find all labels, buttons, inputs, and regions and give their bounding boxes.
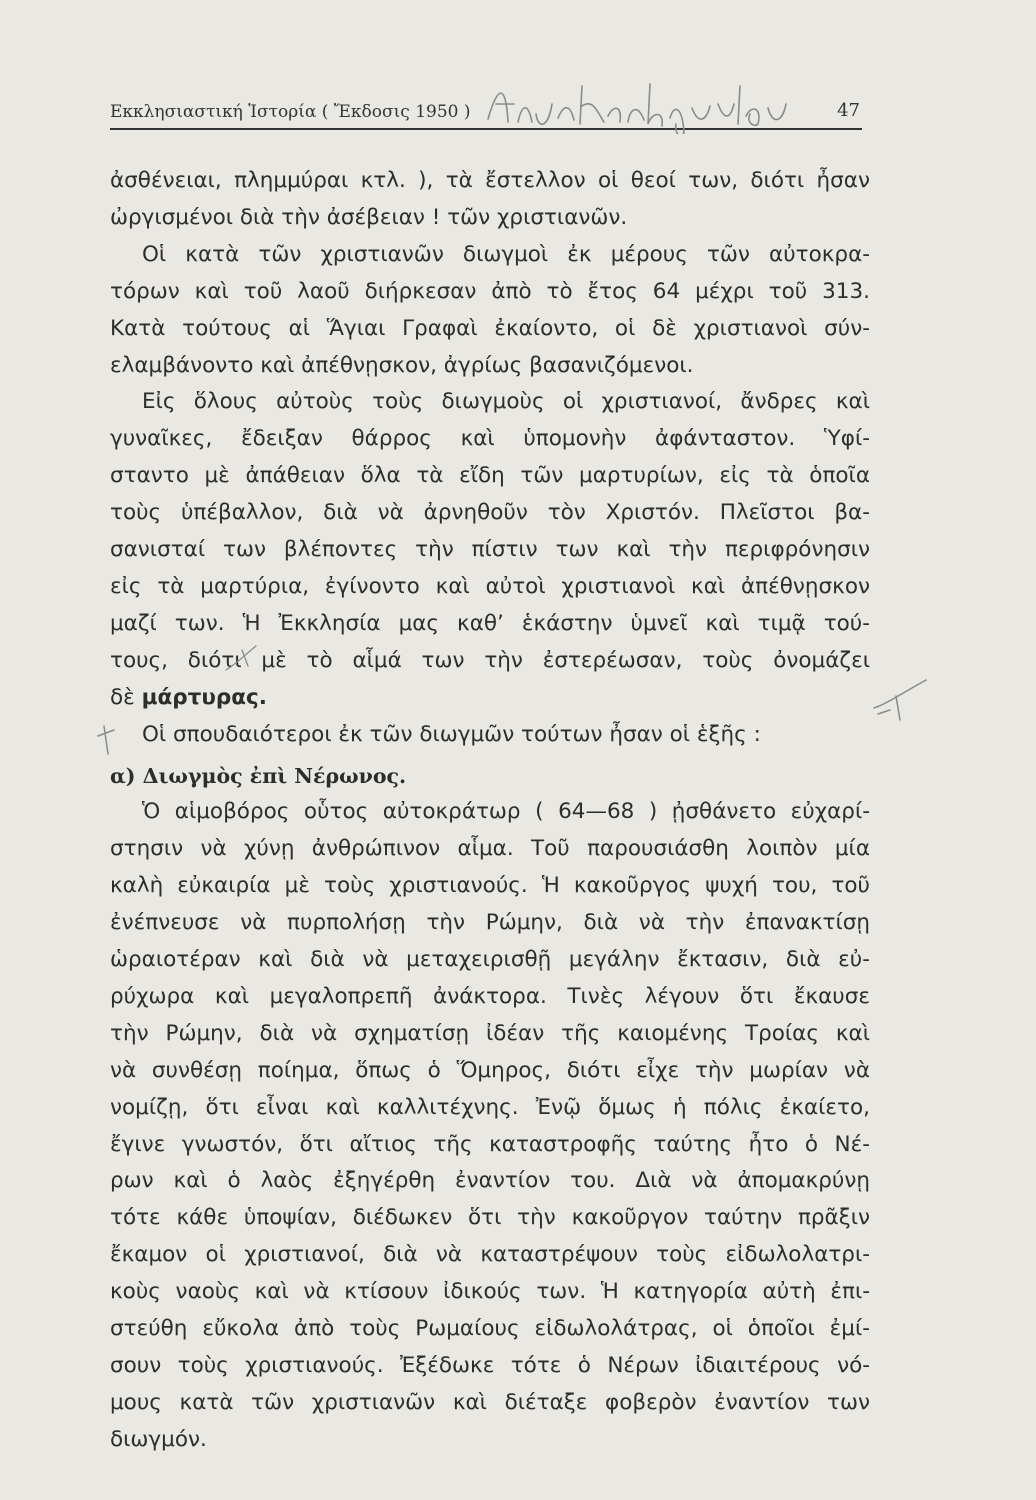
paragraph-2-line-1: [110, 237, 870, 274]
handwritten-signature: [478, 74, 848, 134]
text-line: ἔκαμον οἱ χριστιανοί, διὰ νὰ καταστρέψουν τοὺς εἰδωλολατρι-: [110, 1242, 870, 1268]
text-line: στησιν νὰ χύνῃ ἀνθρώπινον αἷμα. Τοῦ παρουσιάσθη λοιπὸν μία: [110, 836, 870, 862]
text-line: τότε κάθε ὑποψίαν, διέδωκεν ὅτι τὴν κακοῦργον ταύτην πρᾶξιν: [110, 1205, 870, 1231]
text-line: Κατὰ τούτους αἱ Ἅγιαι Γραφαὶ ἐκαίοντο, οἱ δὲ χριστιανοὶ σύν-: [110, 315, 870, 341]
text-line: μους κατὰ τῶν χριστιανῶν καὶ διέταξε φοβερὸν ἐναντίον των: [110, 1389, 870, 1415]
page-number: 47: [837, 100, 860, 121]
nero-line-6: [110, 979, 870, 1016]
paragraph-4-line-1: [110, 717, 870, 754]
nero-line-12: [110, 1200, 870, 1237]
paragraph-2-line-3: [110, 311, 870, 348]
text-line: καλὴ εὐκαιρία μὲ τοὺς χριστιανούς. Ἡ κακοῦργος ψυχή του, τοῦ: [110, 873, 870, 899]
paragraph-2-line-4: [110, 348, 870, 385]
paragraph-3-line-3: [110, 458, 870, 495]
text-line: τόρων καὶ τοῦ λαοῦ διήρκεσαν ἀπὸ τὸ ἔτος 64 μέχρι τοῦ 313.: [110, 278, 870, 304]
text-line: διωγμόν.: [110, 1426, 207, 1452]
nero-line-18: [110, 1422, 870, 1459]
nero-line-16: [110, 1348, 870, 1385]
text-line: εἰς τὰ μαρτύρια, ἐγίνοντο καὶ αὐτοὶ χριστιανοὶ καὶ ἀπέθνῃσκον: [110, 573, 870, 599]
nero-line-2: [110, 831, 870, 868]
paragraph-2-line-2: [110, 274, 870, 311]
text-line: Οἱ σπουδαιότεροι ἐκ τῶν διωγμῶν τούτων ἦσαν οἱ ἑξῆς :: [142, 721, 761, 747]
nero-line-7: [110, 1016, 870, 1053]
martyrs-term: μάρτυρας.: [141, 684, 267, 710]
nero-line-15: [110, 1311, 870, 1348]
text-line: ἀσθένειαι, πλημμύραι κτλ. ), τὰ ἔστελλον οἱ θεοί των, διότι ἦσαν: [110, 168, 870, 193]
text-line: τοὺς ὑπέβαλλον, διὰ νὰ ἀρνηθοῦν τὸν Χριστόν. Πλεῖστοι βα-: [110, 500, 870, 526]
nero-line-4: [110, 905, 870, 942]
text-line: ἔγινε γνωστόν, ὅτι αἴτιος τῆς καταστροφῆς ταύτης ἦτο ὁ Νέ-: [110, 1131, 870, 1157]
text-line: στεύθη εὔκολα ἀπὸ τοὺς Ρωμαίους εἰδωλολάτρας, οἱ ὁποῖοι ἐμί-: [110, 1316, 870, 1342]
nero-line-10: [110, 1127, 870, 1164]
pencil-tick-mark-icon: [222, 642, 262, 676]
pencil-plus-mark-icon: [94, 722, 124, 758]
nero-line-13: [110, 1237, 870, 1274]
text-line: ρων καὶ ὁ λαὸς ἐξηγέρθη ἐναντίον του. Διὰ νὰ ἀπομακρύνῃ: [110, 1168, 870, 1194]
text-line: ἐνέπνευσε νὰ πυρπολήσῃ τὴν Ρώμην, διὰ νὰ τὴν ἐπανακτίσῃ: [110, 910, 870, 936]
paragraph-3-line-1: [110, 384, 870, 421]
text-line: δὲ: [110, 684, 142, 710]
paragraph-1: [110, 163, 870, 200]
text-line: τὴν Ρώμην, διὰ νὰ σχηματίσῃ ἰδέαν τῆς καιομένης Τροίας καὶ: [110, 1020, 870, 1046]
text-line: μαζί των. Ἡ Ἐκκλησία μας καθ’ ἑκάστην ὑμνεῖ καὶ τιμᾷ τού-: [110, 610, 870, 636]
text-line: ρύχωρα καὶ μεγαλοπρεπῆ ἀνάκτορα. Τινὲς λέγουν ὅτι ἔκαυσε: [110, 983, 870, 1009]
paragraph-3-line-6: [110, 569, 870, 606]
paragraph-3-line-4: [110, 495, 870, 532]
nero-line-8: [110, 1053, 870, 1090]
nero-line-11: [110, 1163, 870, 1200]
body-text: [110, 163, 870, 1459]
paragraph-3-line-5: [110, 532, 870, 569]
paragraph-3-line-7: [110, 606, 870, 643]
paragraph-3-line-2: [110, 421, 870, 458]
nero-line-5: [110, 942, 870, 979]
text-line: νὰ συνθέσῃ ποίημα, ὅπως ὁ Ὅμηρος, διότι εἶχε τὴν μωρίαν νὰ: [110, 1057, 870, 1083]
nero-line-17: [110, 1385, 870, 1422]
nero-line-3: [110, 868, 870, 905]
text-line: Εἰς ὅλους αὐτοὺς τοὺς διωγμοὺς οἱ χριστιανοί, ἄνδρες καὶ: [142, 389, 870, 415]
text-line: νομίζῃ, ὅτι εἶναι καὶ καλλιτέχνης. Ἐνῷ ὅμως ἡ πόλις ἐκαίετο,: [110, 1094, 870, 1120]
paragraph-1-end: [110, 200, 870, 237]
text-line: σουν τοὺς χριστιανούς. Ἐξέδωκε τότε ὁ Νέρων ἰδιαιτέρους νό-: [110, 1353, 870, 1378]
text-line: τους, διότι μὲ τὸ αἷμά των τὴν ἐστερέωσαν, τοὺς ὀνομάζει: [110, 647, 870, 673]
text-line: ὡραιοτέραν καὶ διὰ νὰ μεταχειρισθῇ μεγάλην ἔκτασιν, διὰ εὐ-: [110, 947, 870, 973]
text-line: Οἱ κατὰ τῶν χριστιανῶν διωγμοὶ ἐκ μέρους τῶν αὐτοκρα-: [142, 241, 870, 267]
text-line: Ὁ αἱμοβόρος οὗτος αὐτοκράτωρ ( 64—68 ) ᾐσθάνετο εὐχαρί-: [142, 799, 870, 825]
text-line: ὠργισμένοι διὰ τὴν ἀσέβειαν ! τῶν χριστιανῶν.: [110, 204, 628, 230]
text-line: σανισταί των βλέποντες τὴν πίστιν των καὶ τὴν περιφρόνησιν: [110, 537, 870, 563]
paragraph-3-line-9: [110, 680, 870, 717]
text-line: ελαμβάνοντο καὶ ἀπέθνῃσκον, ἀγρίως βασανιζόμενοι.: [110, 352, 694, 378]
nero-line-1: [110, 794, 870, 831]
text-line: γυναῖκες, ἔδειξαν θάρρος καὶ ὑπομονὴν ἀφάνταστον. Ὑφί-: [110, 426, 870, 452]
text-line: κοὺς ναοὺς καὶ νὰ κτίσουν ἰδικούς των. Ἡ κατηγορία αὐτὴ ἐπι-: [110, 1279, 870, 1305]
nero-line-9: [110, 1090, 870, 1127]
nero-line-14: [110, 1274, 870, 1311]
pencil-cross-mark-icon: [866, 668, 936, 724]
running-head: Εκκλησιαστική Ἱστορία ( Ἔκδοσις 1950 ): [110, 102, 471, 122]
text-line: σταντο μὲ ἀπάθειαν ὅλα τὰ εἴδη τῶν μαρτυρίων, εἰς τὰ ὁποῖα: [110, 463, 870, 489]
section-heading: α) Διωγμὸς ἐπὶ Νέρωνος.: [110, 763, 407, 788]
